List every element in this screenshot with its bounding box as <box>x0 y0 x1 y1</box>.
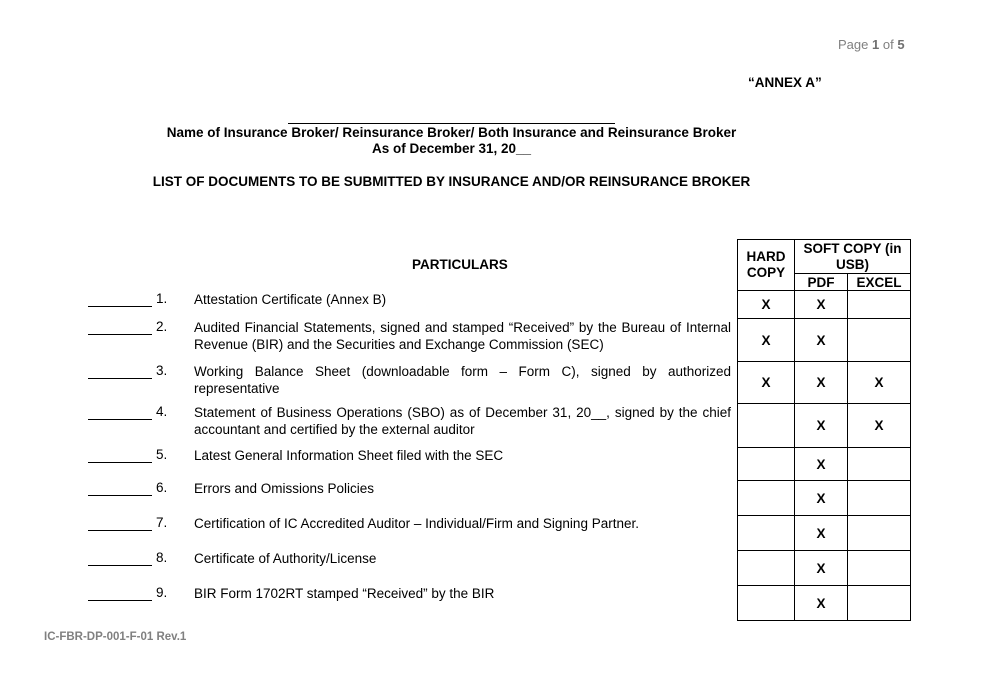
item-text: Statement of Business Operations (SBO) as of December 31, 20__, signed by the chief accountant and certified by the external auditor <box>194 405 731 437</box>
item-number: 5. <box>156 447 168 462</box>
broker-name-caption: Name of Insurance Broker/ Reinsurance Broker/ Both Insurance and Reinsurance Broker <box>166 125 737 140</box>
hard-copy-cell: X <box>738 291 795 319</box>
excel-cell: X <box>848 404 911 448</box>
table-row <box>738 319 911 362</box>
page-current: 1 <box>872 37 880 52</box>
excel-cell: X <box>848 362 911 404</box>
hard-copy-header: HARD COPY <box>738 240 795 291</box>
item-number: 3. <box>156 363 168 378</box>
hard-copy-cell <box>738 516 795 551</box>
table-row <box>738 362 911 404</box>
annex-label: “ANNEX A” <box>748 75 822 90</box>
page-label: Page <box>838 37 869 52</box>
checkbox-blank[interactable] <box>88 600 152 601</box>
excel-cell <box>848 291 911 319</box>
table-row <box>738 586 911 621</box>
checkbox-blank[interactable] <box>88 495 152 496</box>
table-row <box>738 551 911 586</box>
hard-copy-cell: X <box>738 362 795 404</box>
checkbox-blank[interactable] <box>88 334 152 335</box>
item-text: Working Balance Sheet (downloadable form – Form C), signed by authorized representative <box>194 364 731 396</box>
hard-copy-cell <box>738 481 795 516</box>
pdf-cell: X <box>795 481 848 516</box>
page-number <box>838 37 905 52</box>
checkbox-blank[interactable] <box>88 306 152 307</box>
item-text: Certification of IC Accredited Auditor – Individual/Firm and Signing Partner. <box>194 516 639 531</box>
pdf-cell: X <box>795 319 848 362</box>
excel-cell <box>848 586 911 621</box>
checkbox-blank[interactable] <box>88 378 152 379</box>
item-text: Certificate of Authority/License <box>194 551 377 566</box>
table-row <box>738 448 911 481</box>
page-total: 5 <box>897 37 905 52</box>
item-text: Audited Financial Statements, signed and stamped “Received” by the Bureau of Internal Revenue (BIR) and the Securities and Exchange Commission (SEC) <box>194 320 731 352</box>
pdf-cell: X <box>795 551 848 586</box>
pdf-cell: X <box>795 404 848 448</box>
hard-copy-cell: X <box>738 319 795 362</box>
hard-copy-cell <box>738 551 795 586</box>
excel-cell <box>848 551 911 586</box>
excel-cell <box>848 481 911 516</box>
pdf-cell: X <box>795 291 848 319</box>
hard-copy-cell <box>738 448 795 481</box>
table-row <box>738 516 911 551</box>
pdf-cell: X <box>795 448 848 481</box>
list-title: LIST OF DOCUMENTS TO BE SUBMITTED BY INSURANCE AND/OR REINSURANCE BROKER <box>152 174 751 189</box>
form-code-footer: IC-FBR-DP-001-F-01 Rev.1 <box>44 631 187 643</box>
checkbox-blank[interactable] <box>88 530 152 531</box>
pdf-header: PDF <box>795 274 848 291</box>
excel-cell <box>848 516 911 551</box>
table-row <box>738 404 911 448</box>
item-number: 6. <box>156 480 168 495</box>
soft-copy-header: SOFT COPY (in USB) <box>795 240 911 274</box>
item-number: 2. <box>156 319 168 334</box>
checkbox-blank[interactable] <box>88 565 152 566</box>
as-of-date: As of December 31, 20__ <box>371 141 532 156</box>
submission-format-table <box>737 239 911 621</box>
checkbox-blank[interactable] <box>88 462 152 463</box>
checkbox-blank[interactable] <box>88 419 152 420</box>
table-row <box>738 291 911 319</box>
item-number: 9. <box>156 585 168 600</box>
hard-copy-cell <box>738 586 795 621</box>
broker-name-line <box>288 123 615 124</box>
particulars-heading: PARTICULARS <box>412 257 508 272</box>
item-number: 4. <box>156 404 168 419</box>
item-text: BIR Form 1702RT stamped “Received” by the BIR <box>194 586 495 601</box>
item-number: 8. <box>156 550 168 565</box>
pdf-cell: X <box>795 516 848 551</box>
item-text: Attestation Certificate (Annex B) <box>194 292 387 307</box>
item-text: Latest General Information Sheet filed with the SEC <box>194 448 504 463</box>
excel-header: EXCEL <box>848 274 911 291</box>
pdf-cell: X <box>795 362 848 404</box>
item-number: 1. <box>156 291 168 306</box>
excel-cell <box>848 319 911 362</box>
pdf-cell: X <box>795 586 848 621</box>
page-of: of <box>882 37 894 52</box>
item-text: Errors and Omissions Policies <box>194 481 375 496</box>
table-row <box>738 481 911 516</box>
item-number: 7. <box>156 515 168 530</box>
excel-cell <box>848 448 911 481</box>
hard-copy-cell <box>738 404 795 448</box>
